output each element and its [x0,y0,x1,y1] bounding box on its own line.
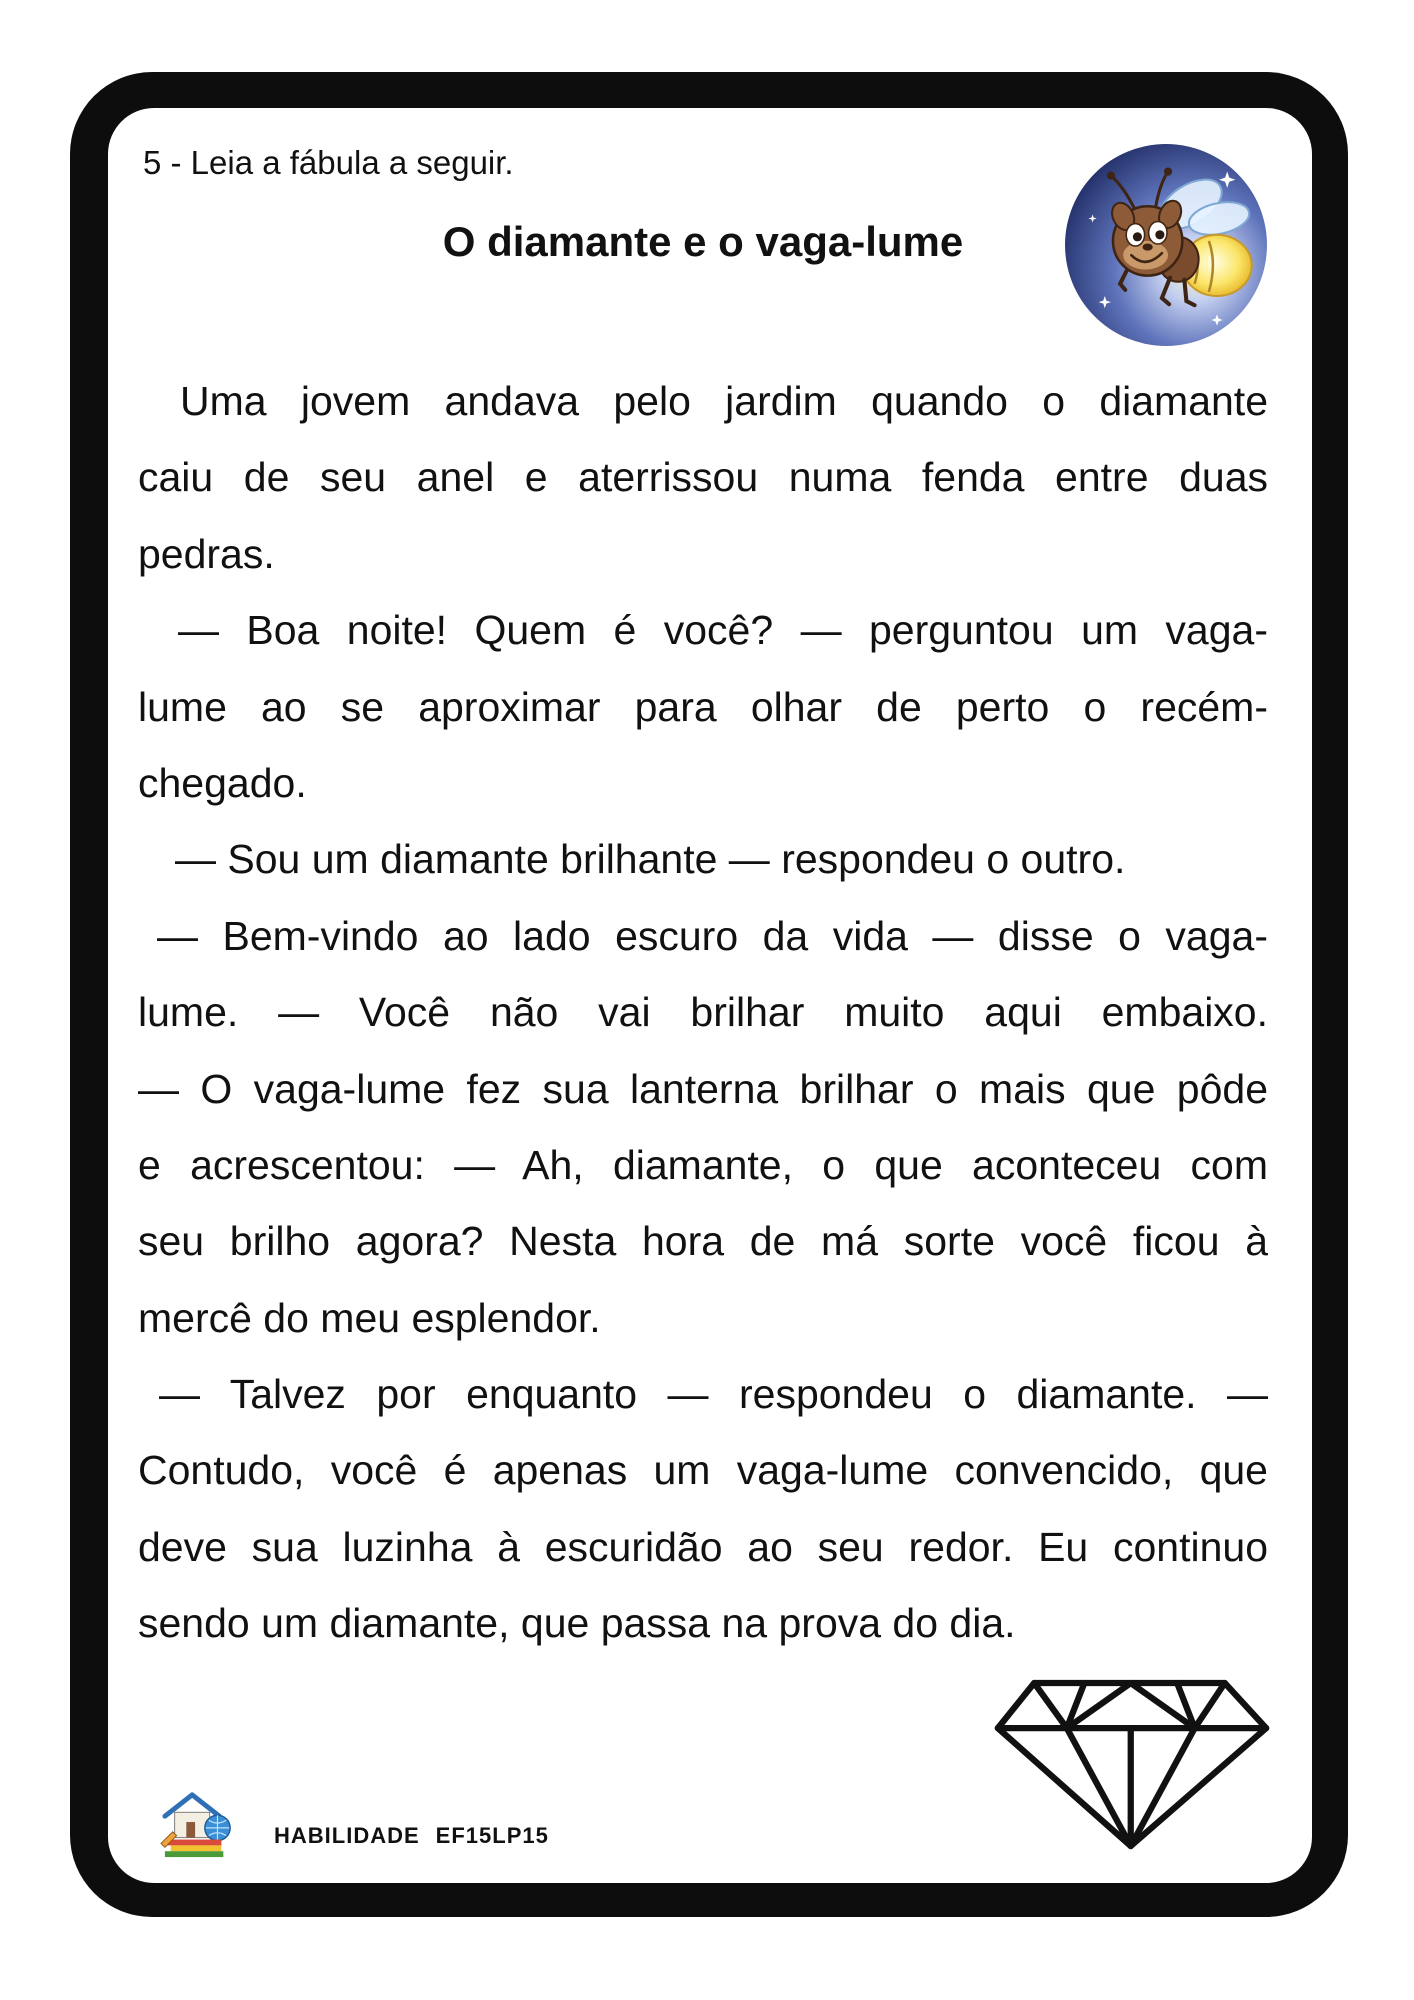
firefly-illustration [1064,143,1268,347]
skill-code: EF15LP15 [435,1823,549,1848]
story-line: — Boa noite! Quem é você? — perguntou um vaga- [178,607,1268,654]
story-line: chegado. [138,759,307,806]
story-paragraph [138,898,1268,1356]
story-line: pedras. [138,530,275,577]
story-paragraph [138,592,1268,821]
story-line: sendo um diamante, que passa na prova do dia. [138,1600,1016,1647]
story-line: — O vaga-lume fez sua lanterna brilhar o mais que pôde [138,1065,1268,1112]
story-line: seu brilho agora? Nesta hora de má sorte você ficou à [138,1218,1268,1265]
school-logo [159,1787,237,1860]
story-line: Contudo, você é apenas um vaga-lume convencido, que [138,1447,1268,1494]
story-line: — Sou um diamante brilhante — respondeu o outro. [175,836,1126,883]
story-paragraph [138,821,1268,897]
story-line: e acrescentou: — Ah, diamante, o que aconteceu com [138,1141,1268,1188]
story-line: lume. — Você não vai brilhar muito aqui embaixo. [138,989,1268,1036]
question-instruction: 5 - Leia a fábula a seguir. [143,144,514,181]
skill-label: HABILIDADE [274,1823,420,1848]
fable-text [138,363,1268,1662]
story-line: deve sua luzinha à escuridão ao seu redor. Eu continuo [138,1523,1268,1570]
diamond-outline-icon [994,1678,1270,1851]
story-line: — Bem-vindo ao lado escuro da vida — disse o vaga- [157,912,1268,959]
story-title: O diamante e o vaga-lume [442,218,964,265]
story-paragraph [138,1356,1268,1662]
skill-code-label [274,1822,549,1850]
story-line: — Talvez por enquanto — respondeu o diamante. — [159,1371,1268,1418]
story-line: mercê do meu esplendor. [138,1294,601,1341]
story-line: Uma jovem andava pelo jardim quando o diamante [180,378,1268,424]
story-line: caiu de seu anel e aterrissou numa fenda entre duas [138,454,1268,501]
story-paragraph [138,363,1268,592]
story-line: lume ao se aproximar para olhar de perto o recém- [138,683,1268,730]
